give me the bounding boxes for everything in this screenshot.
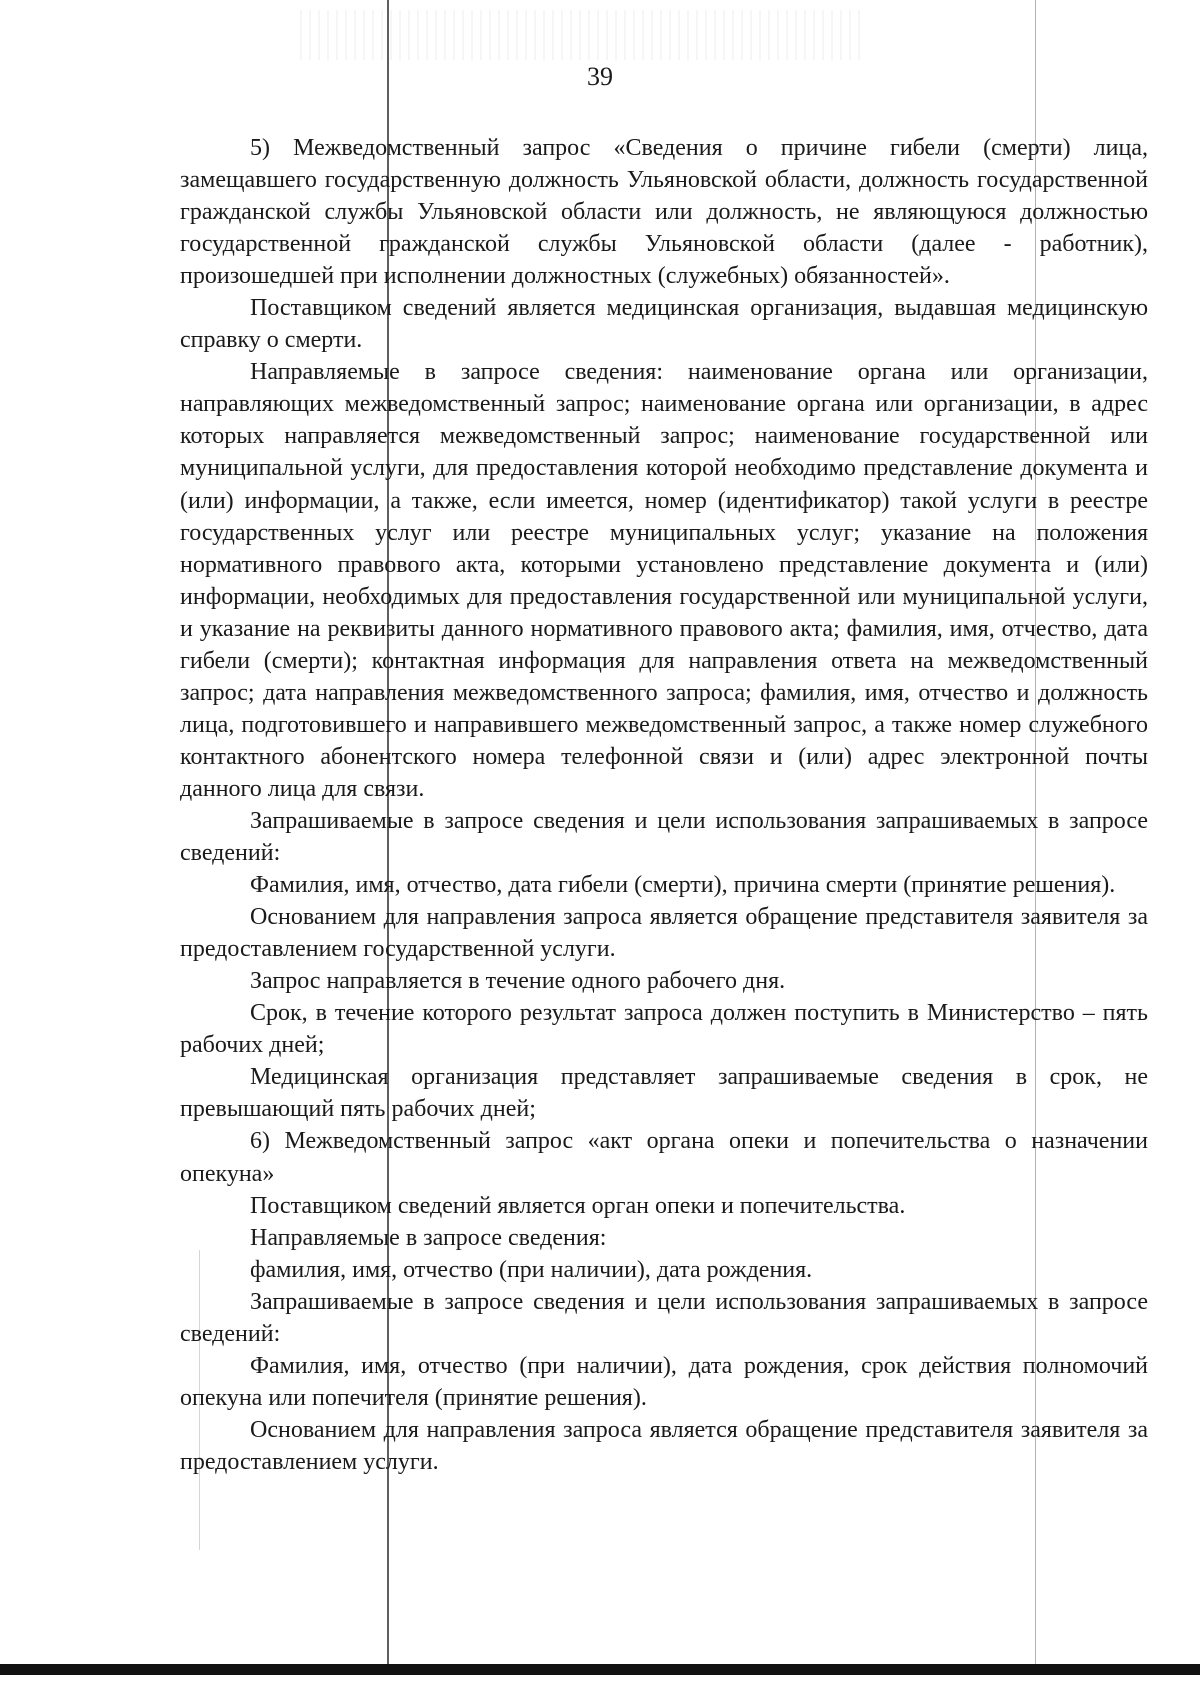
paragraph: Основанием для направления запроса является обращение представителя заявителя за предоставлением услуги. bbox=[180, 1416, 1148, 1475]
paragraph: Срок, в течение которого результат запроса должен поступить в Министерство – пять рабочих дней; bbox=[180, 1000, 1148, 1059]
document-body bbox=[180, 132, 1148, 1478]
paragraph: Фамилия, имя, отчество (при наличии), дата рождения, срок действия полномочий опекуна или попечителя (принятие решения). bbox=[180, 1352, 1148, 1411]
paragraph: Основанием для направления запроса является обращение представителя заявителя за предоставлением государственной услуги. bbox=[180, 904, 1148, 963]
scan-noise bbox=[300, 10, 860, 60]
paragraph: Поставщиком сведений является орган опеки и попечительства. bbox=[250, 1192, 906, 1219]
paragraph: Медицинская организация представляет запрашиваемые сведения в срок, не превышающий пять рабочих дней; bbox=[180, 1064, 1148, 1123]
paragraph: 5) Межведомственный запрос «Сведения о причине гибели (смерти) лица, замещавшего государственную должность Ульяновской области, должность государственной гражданской службы Ульяновской области или должность, не являющуюся должностью государственной гражданской службы Ульяновской области (далее - работник), произошедшей при исполнении должностных (служебных) обязанностей». bbox=[180, 135, 1148, 290]
page-number: 39 bbox=[587, 62, 613, 91]
paragraph: Направляемые в запросе сведения: bbox=[250, 1224, 607, 1251]
paragraph: Фамилия, имя, отчество, дата гибели (смерти), причина смерти (принятие решения). bbox=[250, 872, 1116, 899]
paragraph: Запрашиваемые в запросе сведения и цели использования запрашиваемых в запросе сведений: bbox=[180, 1288, 1148, 1347]
paragraph: фамилия, имя, отчество (при наличии), дата рождения. bbox=[250, 1256, 813, 1283]
scan-bottom-edge bbox=[0, 1664, 1200, 1675]
paragraph: Поставщиком сведений является медицинская организация, выдавшая медицинскую справку о смерти. bbox=[180, 295, 1148, 354]
paragraph: Запрос направляется в течение одного рабочего дня. bbox=[250, 968, 786, 995]
paragraph: 6) Межведомственный запрос «акт органа опеки и попечительства о назначении опекуна» bbox=[180, 1128, 1148, 1187]
paragraph: Направляемые в запросе сведения: наименование органа или организации, направляющих межведомственный запрос; наименование органа или организации, в адрес которых направляется межведомственный запрос; наименование государственной или муниципальной услуги, для предоставления которой необходимо представление документа и (или) информации, а также, если имеется, номер (идентификатор) такой услуги в реестре государственных услуг или реестре муниципальных услуг; указание на положения нормативного правового акта, которыми установлено представление документа и (или) информации, необходимых для предоставления государственной или муниципальной услуги, и указание на реквизиты данного нормативного правового акта; фамилия, имя, отчество, дата гибели (смерти); контактная информация для направления ответа на межведомственный запрос; дата направления межведомственного запроса; фамилия, имя, отчество и должность лица, подготовившего и направившего межведомственный запрос, а также номер служебного контактного абонентского номера телефонной связи и (или) адрес электронной почты данного лица для связи. bbox=[180, 359, 1148, 802]
paragraph: Запрашиваемые в запросе сведения и цели использования запрашиваемых в запросе сведений: bbox=[180, 807, 1148, 867]
